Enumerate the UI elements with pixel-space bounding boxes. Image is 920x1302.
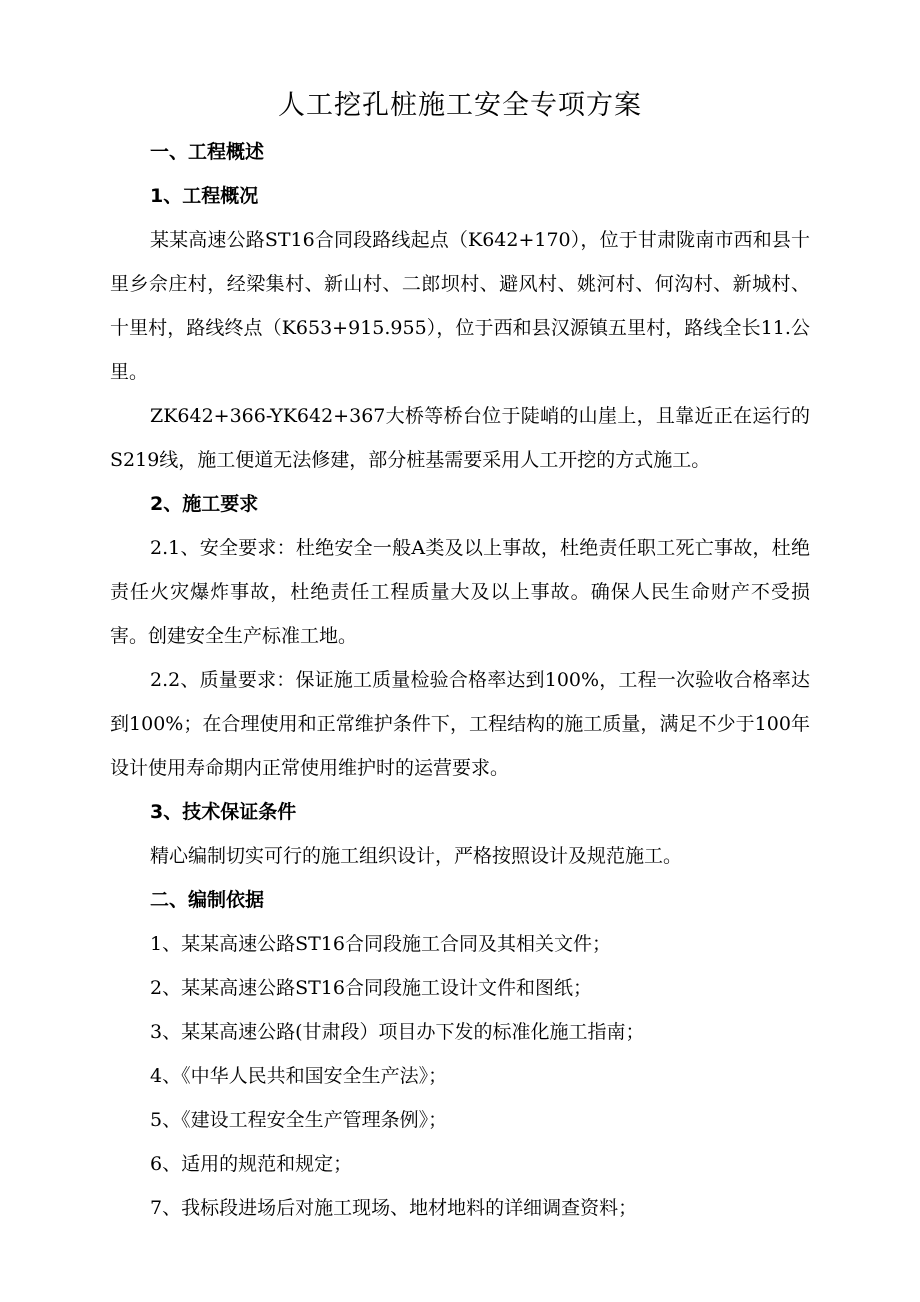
subsection-heading-project-overview: 1、工程概况 [150,185,259,207]
list-item: 4、《中华人民共和国安全生产法》； [150,1065,448,1087]
section-heading-overview: 一、工程概述 [150,141,265,163]
list-item: 1、某某高速公路ST16合同段施工合同及其相关文件； [150,933,611,955]
list-item: 3、某某高速公路(甘肃段）项目办下发的标准化施工指南； [150,1021,645,1043]
list-item: 5、《建设工程安全生产管理条例》； [150,1109,448,1131]
paragraph-bridge-description: ZK642+366-YK642+367大桥等桥台位于陡峭的山崖上，且靠近正在运行的S219线，施工便道无法修建，部分桩基需要采用人工开挖的方式施工。 [110,405,810,471]
list-item: 6、适用的规范和规定； [150,1153,353,1175]
list-item: 2、某某高速公路ST16合同段施工设计文件和图纸； [150,977,592,999]
paragraph-safety-requirements: 2.1、安全要求：杜绝安全一般A类及以上事故，杜绝责任职工死亡事故，杜绝责任火灾爆炸事故，杜绝责任工程质量大及以上事故。确保人民生命财产不受损害。创建安全生产标准工地。 [110,537,810,647]
list-item: 7、我标段进场后对施工现场、地材地料的详细调查资料； [150,1197,638,1219]
subsection-heading-technical-assurance: 3、技术保证条件 [150,801,297,823]
section-heading-basis: 二、编制依据 [150,889,265,911]
paragraph-technical-assurance: 精心编制切实可行的施工组织设计，严格按照设计及规范施工。 [150,845,683,867]
paragraph-route-description: 某某高速公路ST16合同段路线起点（K642+170），位于甘肃陇南市西和县十里乡佘庄村，经梁集村、新山村、二郎坝村、避风村、姚河村、何沟村、新城村、十里村，路线终点（K653+915.955），位于西和县汉源镇五里村，路线全长11.公里。 [110,229,810,383]
document-title: 人工挖孔桩施工安全专项方案 [278,90,642,121]
subsection-heading-construction-requirements: 2、施工要求 [150,493,259,515]
document-body [110,130,810,1230]
paragraph-quality-requirements: 2.2、质量要求：保证施工质量检验合格率达到100%，工程一次验收合格率达到100%；在合理使用和正常维护条件下，工程结构的施工质量，满足不少于100年设计使用寿命期内正常使用维护时的运营要求。 [110,669,810,779]
